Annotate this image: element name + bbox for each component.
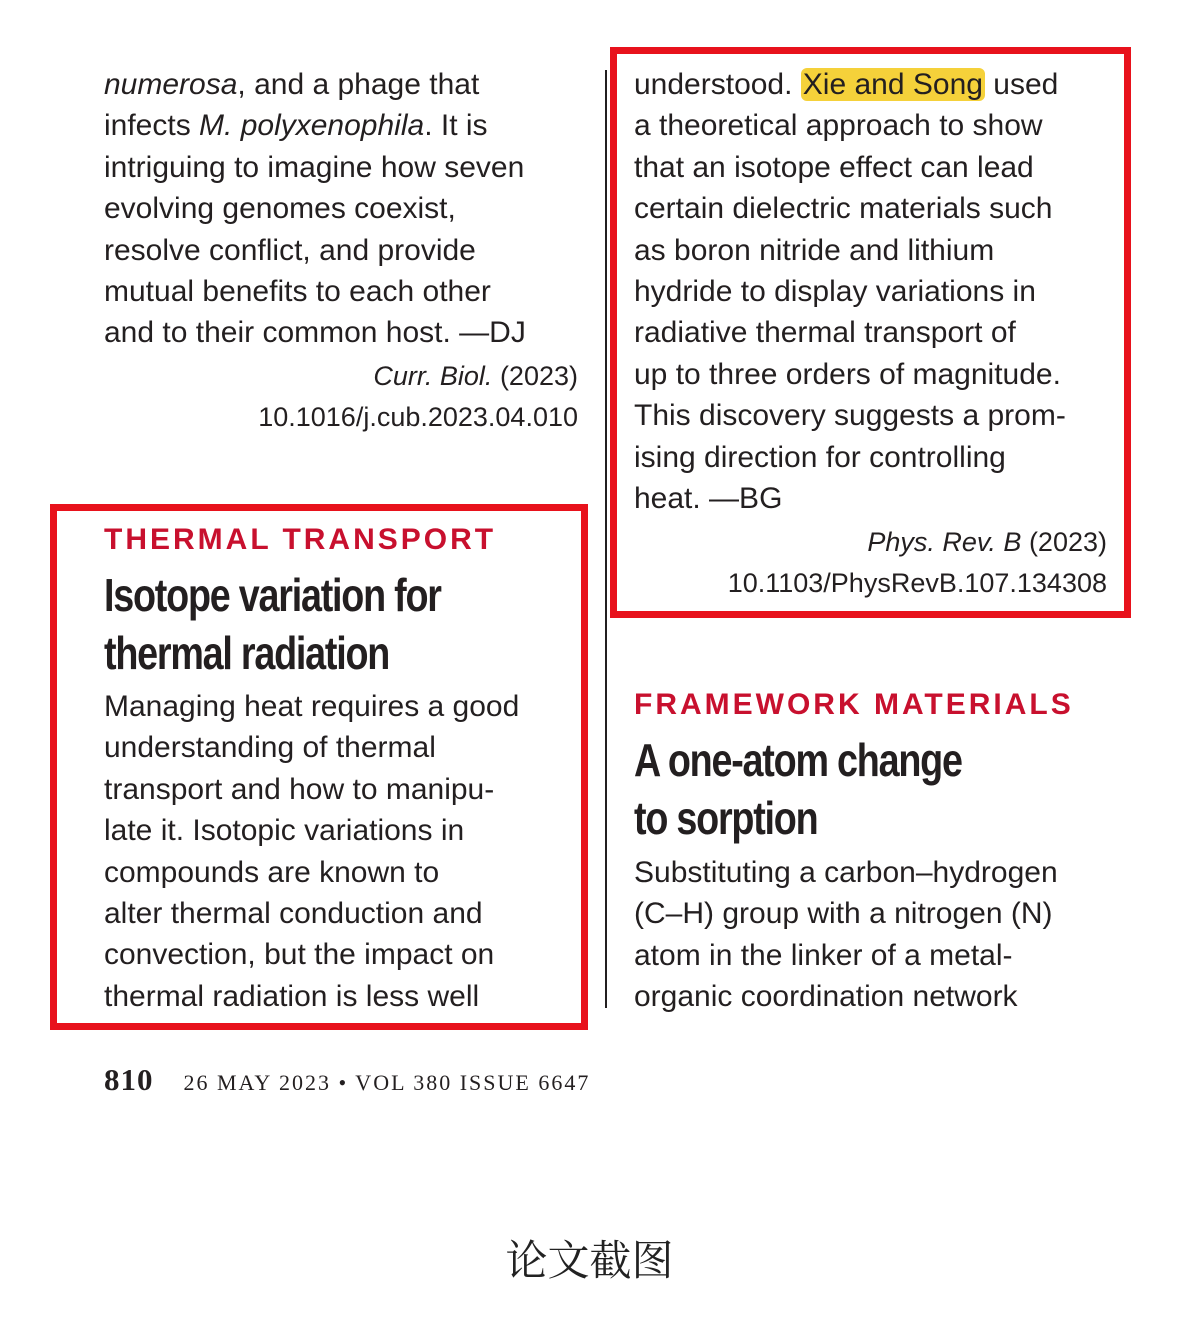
text-line: heat. —BG	[634, 482, 783, 516]
text-line: up to three orders of magnitude.	[634, 357, 1061, 391]
framework-body	[634, 852, 1058, 1018]
text-line: numerosa, and a phage that	[104, 68, 480, 101]
text-line: compounds are known to	[104, 855, 440, 889]
thermal-kicker: THERMAL TRANSPORT	[104, 523, 497, 556]
text-line: convection, but the impact on	[104, 938, 495, 972]
text-line: Managing heat requires a good	[104, 690, 520, 723]
thermal-body	[104, 686, 519, 1017]
text-line: mutual benefits to each other	[104, 275, 491, 309]
citation-doi: 10.1016/j.cub.2023.04.010	[258, 402, 578, 433]
text-line: atom in the linker of a metal-	[634, 938, 1013, 972]
column-divider	[605, 70, 607, 1008]
text-line: alter thermal conduction and	[104, 897, 483, 931]
page-footer	[104, 1062, 590, 1098]
left-citation	[104, 356, 578, 439]
citation-journal-line: Phys. Rev. B (2023)	[867, 527, 1107, 557]
text-line: understood. Xie and Song used	[634, 68, 1059, 101]
text-line: infects M. polyxenophila. It is	[104, 109, 488, 143]
text-line: late it. Isotopic variations in	[104, 814, 465, 848]
text-line: a theoretical approach to show	[634, 109, 1043, 143]
citation-doi: 10.1103/PhysRevB.107.134308	[727, 568, 1107, 599]
text-line: organic coordination network	[634, 980, 1018, 1014]
text-line: evolving genomes coexist,	[104, 192, 456, 226]
text-line: thermal radiation is less well	[104, 979, 480, 1013]
text-line: ising direction for controlling	[634, 440, 1006, 474]
text-line: understanding of thermal	[104, 731, 436, 765]
right-continuation-text	[634, 64, 1066, 519]
headline-line: to sorption	[634, 792, 818, 844]
text-line: resolve conflict, and provide	[104, 233, 476, 267]
citation-journal-line: Curr. Biol. (2023)	[373, 361, 578, 391]
headline-line: A one-atom change	[634, 734, 962, 786]
text-line: intriguing to imagine how seven	[104, 150, 525, 184]
page-number: 810	[104, 1062, 154, 1097]
text-line: This discovery suggests a prom-	[634, 399, 1066, 433]
right-citation	[634, 522, 1107, 605]
text-line: Substituting a carbon–hydrogen	[634, 856, 1058, 889]
text-line: radiative thermal transport of	[634, 316, 1016, 350]
headline-line: thermal radiation	[104, 627, 390, 679]
text-line: (C–H) group with a nitrogen (N)	[634, 897, 1053, 931]
text-line: and to their common host. —DJ	[104, 316, 526, 350]
image-caption: 论文截图	[505, 1236, 674, 1285]
text-line: transport and how to manipu-	[104, 772, 495, 806]
left-intro-text	[104, 64, 526, 354]
text-line: as boron nitride and lithium	[634, 233, 995, 267]
issue-info: 26 MAY 2023 • VOL 380 ISSUE 6647	[183, 1070, 591, 1095]
text-line: certain dielectric materials such	[634, 192, 1053, 226]
framework-headline	[634, 731, 1034, 847]
framework-kicker: FRAMEWORK MATERIALS	[634, 688, 1074, 721]
text-line: hydride to display variations in	[634, 275, 1036, 309]
headline-line: Isotope variation for	[104, 569, 441, 621]
thermal-headline	[104, 566, 515, 682]
text-line: that an isotope effect can lead	[634, 150, 1034, 184]
highlighted-authors: Xie and Song	[802, 68, 983, 101]
